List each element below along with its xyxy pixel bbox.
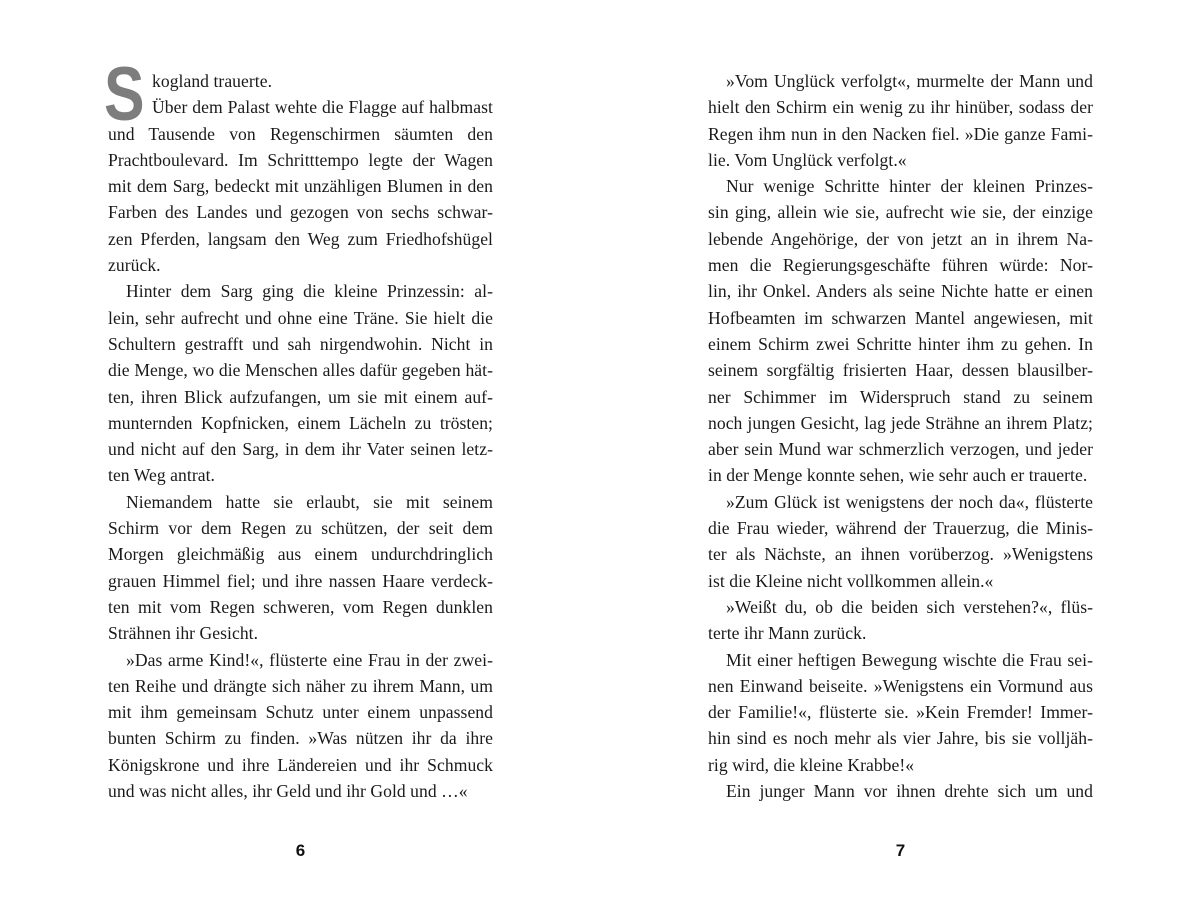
text-line-content: Königskrone und ihre Ländereien und ihr Schmuck <box>108 754 493 775</box>
text-line-content: terte ihr Mann zurück. <box>708 623 867 644</box>
text-line <box>708 94 1093 120</box>
text-line <box>708 778 1093 804</box>
text-line-content: Niemandem hatte sie erlaubt, sie mit seinem <box>126 491 493 512</box>
text-line <box>108 173 493 199</box>
text-line-content: Nur wenige Schritte hinter der kleinen Prinzes- <box>726 176 1093 197</box>
text-line-content: Morgen gleichmäßig aus einem undurchdringlich <box>108 544 493 565</box>
text-line <box>108 305 493 331</box>
text-line-content: ter als Nächste, an ihnen vorüberzog. »Wenigstens <box>708 544 1093 565</box>
text-line <box>108 725 493 751</box>
text-line-content: men die Regierungsgeschäfte führen würde: Nor- <box>708 255 1093 276</box>
text-line-content: Schirm vor dem Regen zu schützen, der seit dem <box>108 518 493 539</box>
text-line-content: noch jungen Gesicht, lag jede Strähne an ihrem Platz; <box>708 412 1093 433</box>
text-line-content: Über dem Palast wehte die Flagge auf halbmast <box>152 97 493 118</box>
text-line <box>108 515 493 541</box>
text-line-content: Mit einer heftigen Bewegung wischte die Frau sei- <box>726 649 1093 670</box>
text-line-content: Hofbeamten im schwarzen Mantel angewiesen, mit <box>708 307 1093 328</box>
drop-cap: S <box>104 52 145 137</box>
text-line <box>108 699 493 725</box>
text-line-content: sin ging, allein wie sie, aufrecht wie sie, der einzige <box>708 202 1093 223</box>
text-line <box>708 568 1093 594</box>
text-line <box>108 147 493 173</box>
text-line <box>708 594 1093 620</box>
text-line <box>708 462 1093 488</box>
text-line <box>108 384 493 410</box>
text-line <box>708 68 1093 94</box>
text-line <box>108 278 493 304</box>
text-line <box>708 699 1093 725</box>
page-right <box>708 68 1093 860</box>
text-line <box>708 620 1093 646</box>
text-line-content: Farben des Landes und gezogen von sechs schwar- <box>108 202 493 223</box>
text-line <box>708 647 1093 673</box>
text-line <box>708 752 1093 778</box>
text-line-content: und nicht auf den Sarg, in dem ihr Vater seinen letz- <box>108 439 493 460</box>
text-line <box>108 489 493 515</box>
text-line-content: der Familie!«, flüsterte sie. »Kein Fremder! Immer- <box>708 702 1093 723</box>
text-line-content: Regen ihm nun in den Nacken fiel. »Die ganze Fami- <box>708 123 1093 144</box>
text-line-content: lebende Angehörige, der von jetzt an in ihrem Na- <box>708 228 1093 249</box>
text-line-content: und was nicht alles, ihr Geld und ihr Gold und …« <box>108 781 468 802</box>
text-line <box>108 673 493 699</box>
text-line <box>708 357 1093 383</box>
text-line-content: Hinter dem Sarg ging die kleine Prinzessin: al- <box>126 281 493 302</box>
text-line-content: zen Pferden, langsam den Weg zum Friedhofshügel <box>108 228 493 249</box>
text-line-content: lin, ihr Onkel. Anders als seine Nichte hatte er einen <box>708 281 1093 302</box>
text-line <box>708 673 1093 699</box>
text-line <box>108 94 493 120</box>
text-line <box>708 173 1093 199</box>
text-line <box>108 226 493 252</box>
text-line <box>708 410 1093 436</box>
text-line-content: hin sind es noch mehr als vier Jahre, bis sie volljäh- <box>708 728 1093 749</box>
text-line-content: und Tausende von Regenschirmen säumten den <box>108 123 493 144</box>
text-line-content: ten Weg antrat. <box>108 465 215 486</box>
text-line <box>108 357 493 383</box>
text-line-content: die Frau wieder, während der Trauerzug, die Minis- <box>708 518 1093 539</box>
text-line <box>708 121 1093 147</box>
text-line <box>708 278 1093 304</box>
text-line-content: Strähnen ihr Gesicht. <box>108 623 259 644</box>
page-number-left: 6 <box>295 841 306 860</box>
text-line-content: in der Menge konnte sehen, wie sehr auch er trauerte. <box>708 465 1088 486</box>
text-line <box>708 541 1093 567</box>
text-line-content: »Weißt du, ob die beiden sich verstehen?«, flüs- <box>726 596 1093 617</box>
text-line-content: hielt den Schirm ein wenig zu ihr hinüber, sodass der <box>708 97 1093 118</box>
text-line <box>108 121 493 147</box>
text-line-content: lein, sehr aufrecht und ohne eine Träne. Sie hielt die <box>108 307 493 328</box>
text-line-content: Schultern gestrafft und sah nirgendwohin. Nicht in <box>108 333 493 354</box>
text-line <box>708 436 1093 462</box>
text-line-content: aber sein Mund war schmerzlich verzogen, und jeder <box>708 439 1093 460</box>
text-line <box>108 594 493 620</box>
text-line-content: nen Einwand beiseite. »Wenigstens ein Vormund aus <box>708 675 1093 696</box>
text-line <box>108 620 493 646</box>
text-line-content: ten Reihe und drängte sich näher zu ihrem Mann, um <box>108 675 493 696</box>
text-line-content: grauen Himmel fiel; und ihre nassen Haare verdeck- <box>108 570 493 591</box>
page-right-text-block <box>708 68 1093 804</box>
text-line-content: rig wird, die kleine Krabbe!« <box>708 754 915 775</box>
page-left-text-block <box>108 68 493 804</box>
text-line-content: kogland trauerte. <box>152 71 273 91</box>
text-line <box>708 384 1093 410</box>
text-line <box>108 568 493 594</box>
text-line-content: mit ihm gemeinsam Schutz unter einem unpassend <box>108 702 493 723</box>
text-line <box>108 436 493 462</box>
text-line <box>708 489 1093 515</box>
text-line <box>108 541 493 567</box>
text-line <box>708 331 1093 357</box>
page-number-right: 7 <box>895 841 906 860</box>
text-line-content: lie. Vom Unglück verfolgt.« <box>708 149 907 170</box>
text-line-content: ten mit vom Regen schweren, vom Regen dunklen <box>108 596 493 617</box>
page-left <box>104 52 493 860</box>
text-line-content: ner Schimmer im Widerspruch stand zu seinem <box>708 386 1093 407</box>
text-line-content: ist die Kleine nicht vollkommen allein.« <box>708 570 994 591</box>
text-line <box>108 410 493 436</box>
text-line <box>708 147 1093 173</box>
text-line-content: mit dem Sarg, bedeckt mit unzähligen Blumen in den <box>108 176 493 197</box>
text-line-content: Prachtboulevard. Im Schritttempo legte der Wagen <box>108 149 493 170</box>
text-line <box>108 252 493 278</box>
text-line <box>108 68 493 94</box>
text-line <box>708 725 1093 751</box>
text-line-content: »Das arme Kind!«, flüsterte eine Frau in der zwei- <box>126 649 493 670</box>
text-line <box>108 199 493 225</box>
text-line <box>708 515 1093 541</box>
text-line-content: zurück. <box>108 255 161 276</box>
text-line <box>108 462 493 488</box>
text-line <box>708 252 1093 278</box>
text-line-content: bunten Schirm zu finden. »Was nützen ihr da ihre <box>108 728 493 749</box>
text-line <box>108 778 493 804</box>
text-line-content: »Zum Glück ist wenigstens der noch da«, flüsterte <box>726 491 1093 512</box>
text-line-content: munternden Kopfnicken, einem Lächeln zu trösten; <box>108 412 493 433</box>
text-line-content: »Vom Unglück verfolgt«, murmelte der Mann und <box>726 71 1093 91</box>
text-line-content: seinem sorgfältig frisierten Haar, dessen blausilber- <box>708 360 1093 381</box>
text-line-content: Ein junger Mann vor ihnen drehte sich um und <box>726 781 1093 802</box>
text-line <box>108 331 493 357</box>
text-line <box>108 752 493 778</box>
text-line <box>708 226 1093 252</box>
text-line-content: die Menge, wo die Menschen alles dafür gegeben hät- <box>108 360 493 381</box>
text-line <box>708 305 1093 331</box>
text-line-content: ten, ihren Blick aufzufangen, um sie mit einem auf- <box>108 386 493 407</box>
text-line <box>108 647 493 673</box>
text-line-content: einem Schirm zwei Schritte hinter ihm zu gehen. In <box>708 333 1093 354</box>
text-line <box>708 199 1093 225</box>
